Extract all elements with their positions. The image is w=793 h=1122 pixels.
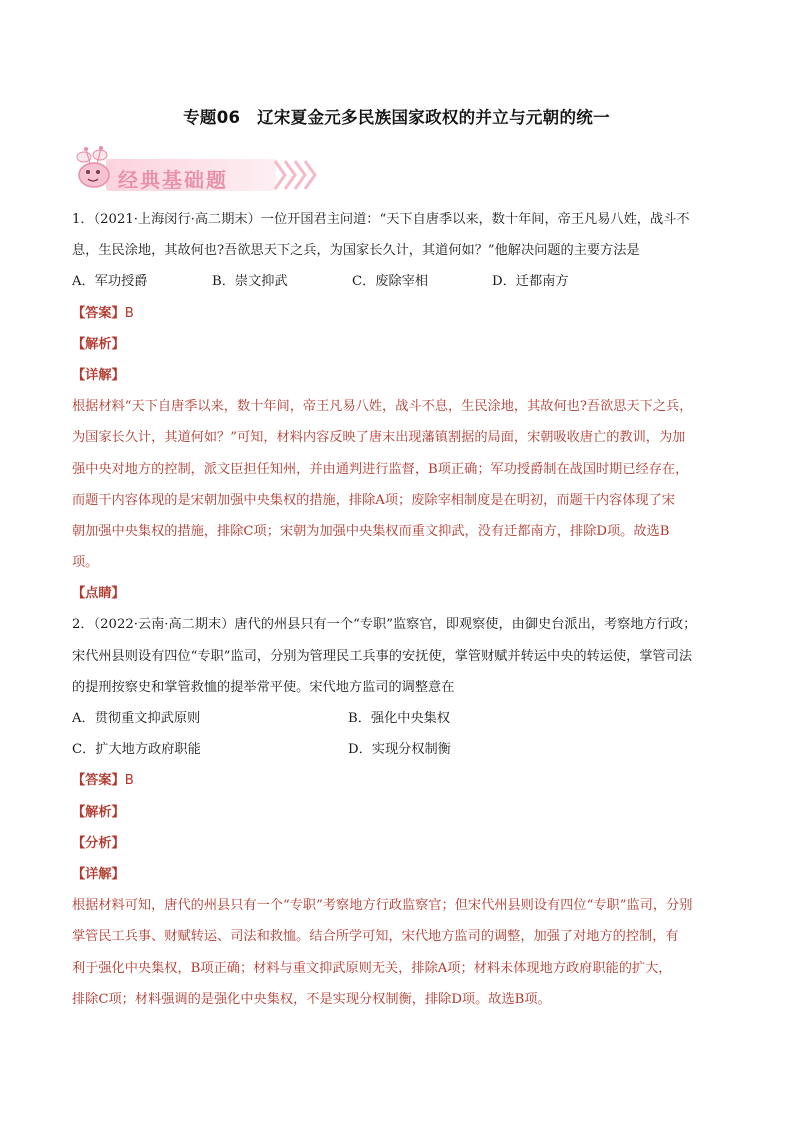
answer-tag: 【答案】 [72,305,125,321]
detail-heading [72,360,724,391]
fenxi-heading [72,828,724,859]
option-d: D．实现分权制衡 [348,742,451,758]
question-stem-line: 1．（2021·上海闵行·高二期末）一位开国君主问道：“天下自唐季以来，数十年间，帝王凡易八姓，战斗不 [72,212,690,227]
question-1 [72,204,724,609]
option-row [72,734,724,765]
option-row [72,266,724,297]
analysis-line [72,329,724,360]
question-list [72,204,724,1015]
option-a: A．军功授爵 [72,274,148,290]
analysis-line [72,797,724,828]
detail-line: 掌管民工兵事、财赋转运、司法和救恤。结合所学可知，宋代地方监司的调整，加强了对地方的控制，有 [72,929,679,945]
answer-value: B [124,773,134,789]
answer-line [72,765,724,796]
question-stem-line: 宋代州县则设有四位“专职”监司，分别为管理民工兵事的安抚使，掌管财赋并转运中央的转运使，掌管司法 [72,648,693,664]
section-banner-label: 经典基础题 [118,168,228,192]
option-b: B．强化中央集权 [348,711,451,726]
option-c: C．扩大地方政府职能 [72,742,201,758]
detail-tag: 【详解】 [72,866,125,882]
detail-line: 利于强化中央集权，B项正确；材料与重文抑武原则无关，排除A项；材料未体现地方政府职能的扩大， [72,960,672,976]
question-stem-line: 息，生民涂地，其故何也?吾欲思天下之兵，为国家长久计，其道何如？”他解决问题的主要方法是 [72,243,640,259]
question-stem-line: 2．（2022·云南·高二期末）唐代的州县只有一个“专职”监察官，即观察使，由御史台派出，考察地方行政； [72,617,697,633]
detail-line: 项。 [72,555,99,571]
detail-line: 朝加强中央集权的措施，排除C项；宋朝为加强中央集权而重文抑武，没有迁都南方，排除D项。故选B [72,523,670,539]
analysis-tag: 【解析】 [72,336,125,352]
detail-line: 根据材料“天下自唐季以来，数十年间，帝王凡易八姓，战斗不息，生民涂地，其故何也?吾欲思天下之兵， [72,399,693,415]
question-2 [72,609,724,1014]
analysis-tag: 【解析】 [72,804,125,820]
detail-line: 排除C项；材料强调的是强化中央集权，不是实现分权制衡，排除D项。故选B项。 [72,991,551,1007]
detail-line: 为国家长久计，其道何如？”可知，材料内容反映了唐末出现藩镇割据的局面，宋朝吸收唐亡的教训，为加 [72,430,686,446]
detail-line: 根据材料可知，唐代的州县只有一个“专职”考察地方行政监察官；但宋代州县则设有四位“专职”监司，分别 [72,898,693,914]
answer-tag: 【答案】 [72,773,125,789]
detail-tag: 【详解】 [72,367,125,383]
detail-line: 强中央对地方的控制，派文臣担任知州，并由通判进行监督，B项正确；军功授爵制在战国时期已经存在， [72,461,689,477]
point-heading [72,578,724,609]
bee-icon [77,146,109,187]
option-b: B．崇文抑武 [212,274,288,290]
page-title: 专题06 辽宋夏金元多民族国家政权的并立与元朝的统一 [183,108,610,127]
option-a: A．贯彻重文抑武原则 [72,711,201,726]
detail-heading [72,859,724,890]
answer-value: B [124,305,134,321]
point-tag: 【点睛】 [72,586,125,602]
fenxi-tag: 【分析】 [72,835,125,851]
option-c: C．废除宰相 [352,274,429,290]
question-stem-line: 的提刑按察史和掌管救恤的提举常平使。宋代地方监司的调整意在 [72,679,455,695]
answer-line [72,298,724,329]
option-row [72,703,724,734]
detail-line: 而题干内容体现的是宋朝加强中央集权的措施，排除A项；废除宰相制度是在明初，而题干内容体现了宋 [72,492,675,508]
option-d: D．迁都南方 [492,274,569,290]
